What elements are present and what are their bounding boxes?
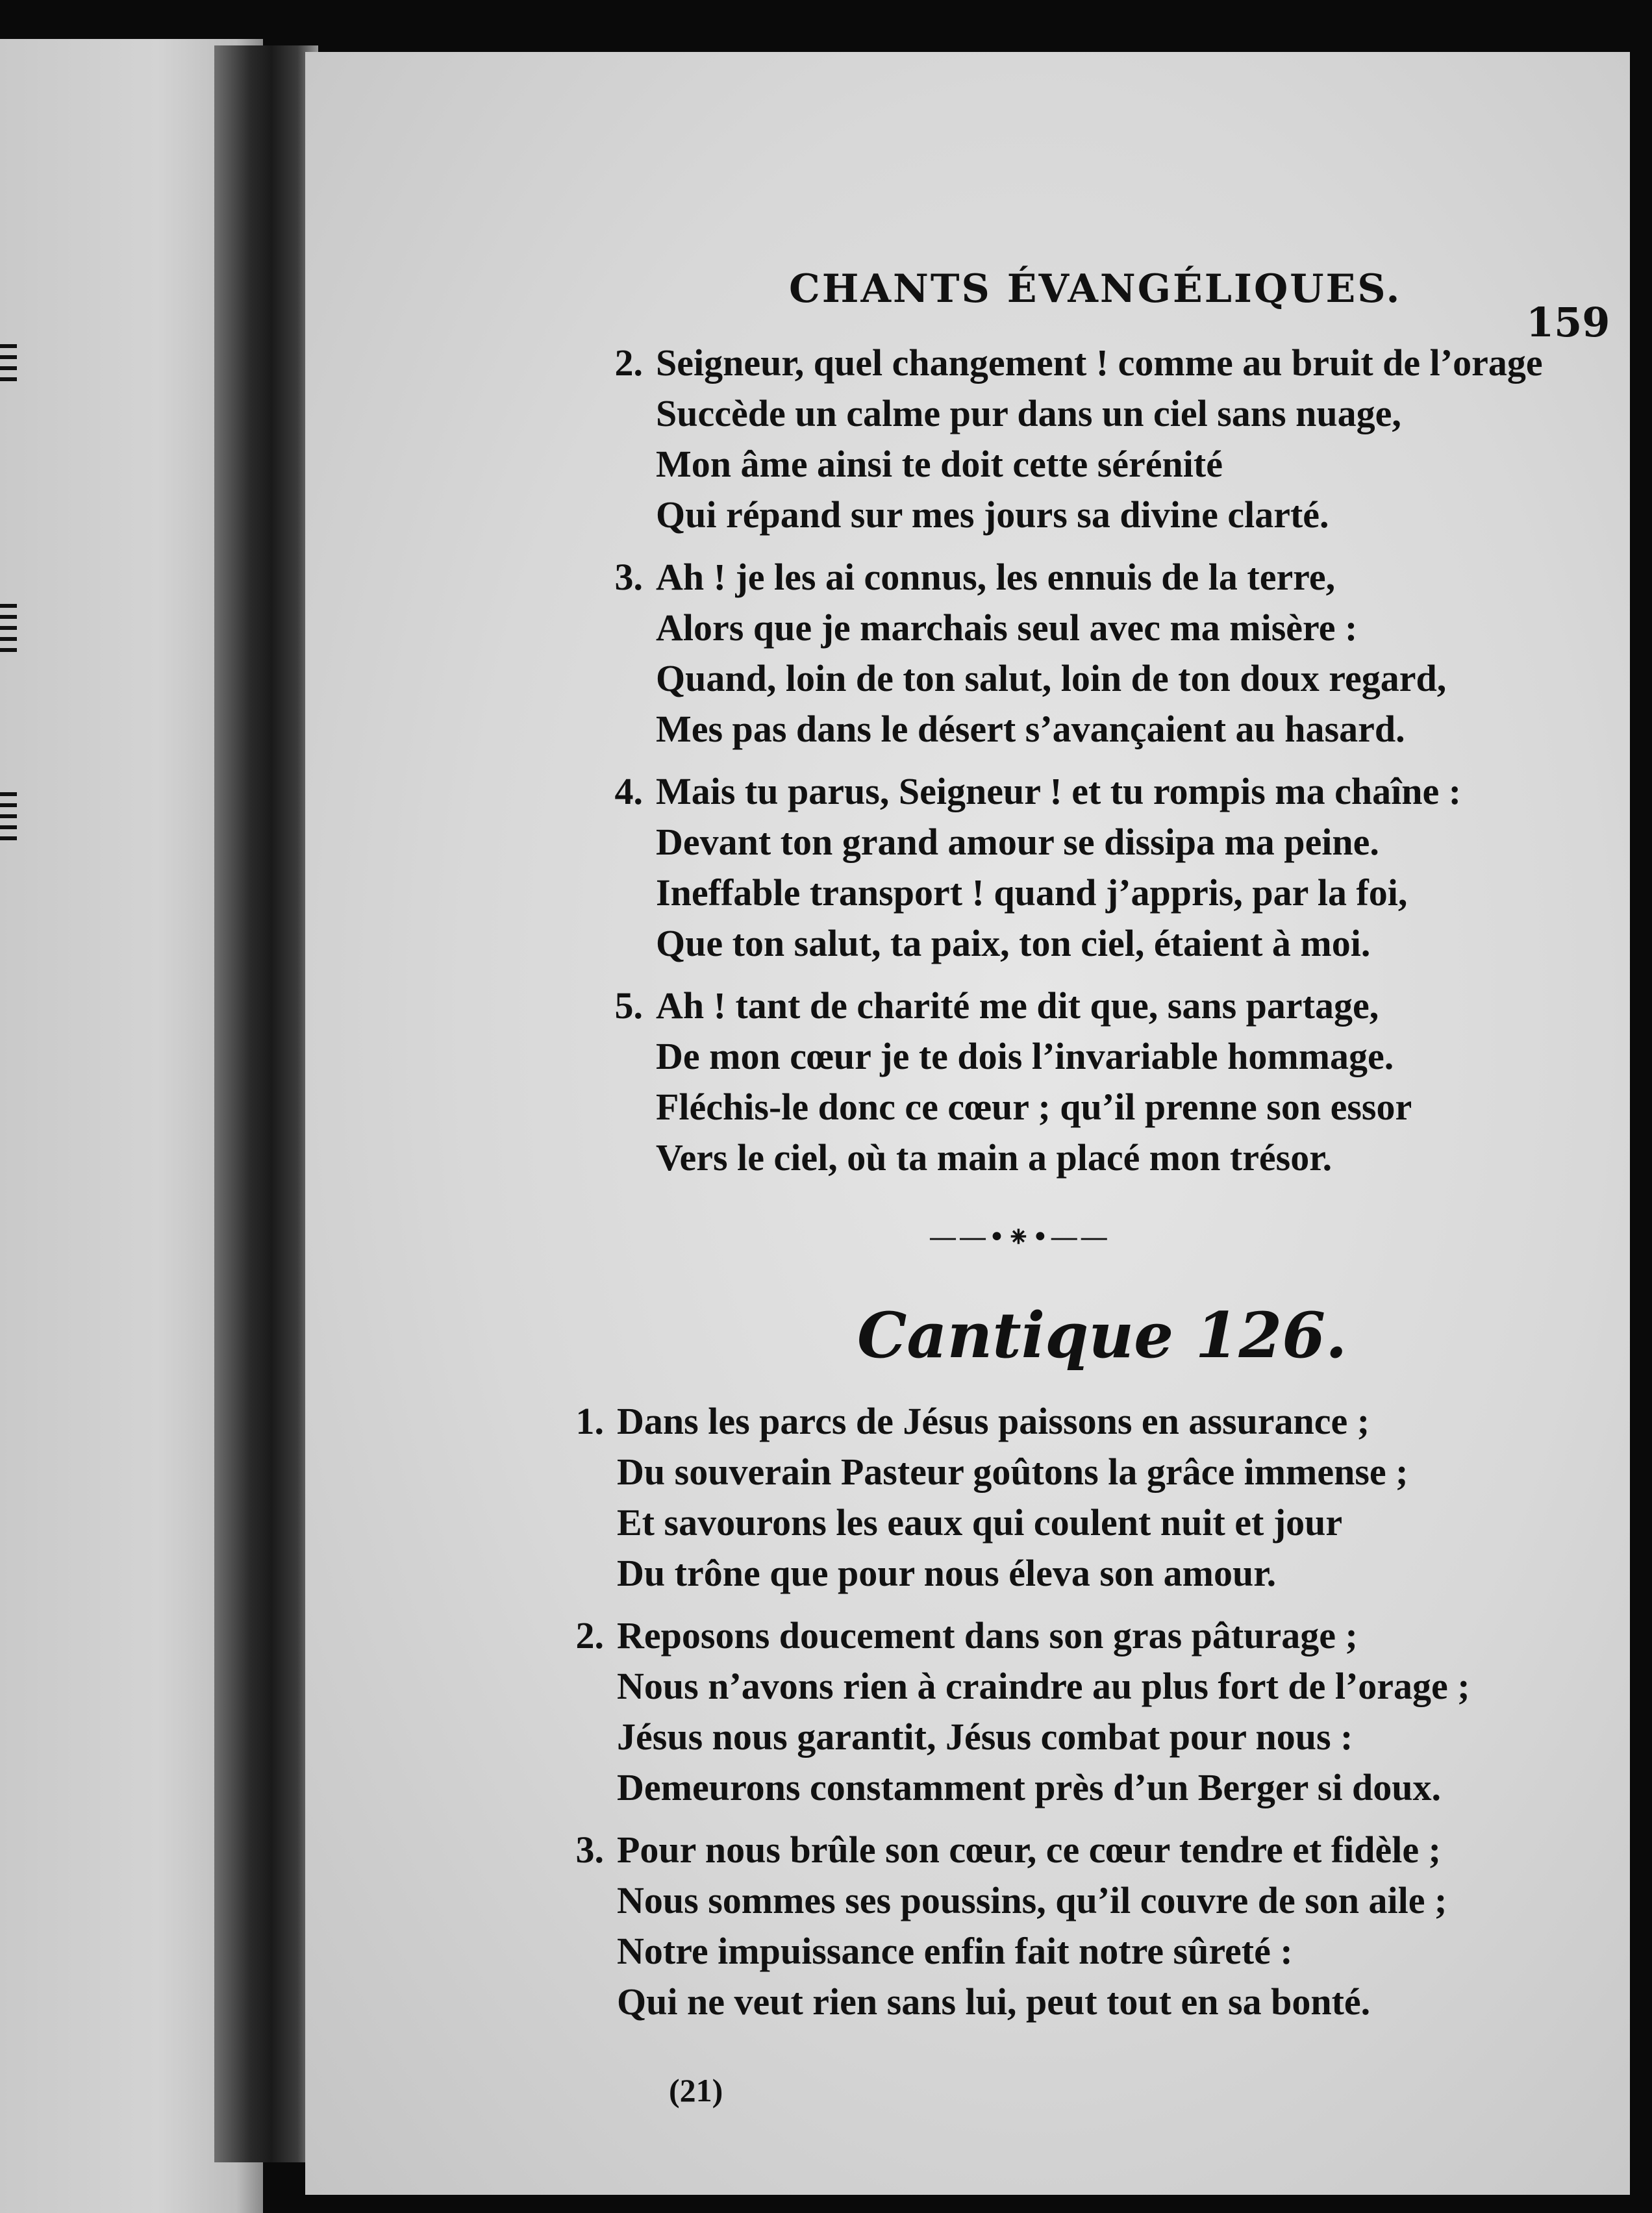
right-page (305, 52, 1630, 2195)
verse-line: Nous n’avons rien à craindre au plus fort de l’orage ; (617, 1665, 1470, 1707)
stanza (614, 981, 1543, 1183)
verse-line: Quand, loin de ton salut, loin de ton doux regard, (656, 657, 1447, 699)
verse-line: Qui ne veut rien sans lui, peut tout en sa bonté. (617, 1981, 1371, 2023)
verse-line: Ah ! tant de charité me dit que, sans partage, (656, 984, 1379, 1027)
cantique-title: Cantique 126. (857, 1299, 1347, 1372)
stanza (575, 1825, 1470, 2027)
verse-line: Mais tu parus, Seigneur ! et tu rompis ma chaîne : (656, 770, 1462, 812)
margin-ticks (0, 604, 17, 659)
stanza (614, 552, 1543, 755)
page-number: 159 (1526, 299, 1610, 346)
stanza (575, 1396, 1470, 1599)
verse-line: De mon cœur je te dois l’invariable hommage. (656, 1035, 1394, 1077)
verse-line: Ah ! je les ai connus, les ennuis de la terre, (656, 556, 1336, 598)
stanza-number: 3. (575, 1829, 604, 1871)
verse-line: Mes pas dans le désert s’avançaient au hasard. (656, 708, 1405, 750)
section-ornament: ——•⁕•—— (929, 1221, 1110, 1254)
verse-line: Fléchis-le donc ce cœur ; qu’il prenne son essor (656, 1086, 1412, 1128)
verse-line: Nous sommes ses poussins, qu’il couvre de son aile ; (617, 1879, 1447, 1921)
stanza-number: 3. (614, 556, 643, 598)
running-title: CHANTS ÉVANGÉLIQUES. (789, 266, 1402, 312)
hymn-continued (614, 338, 1543, 1195)
stanza-number: 5. (614, 984, 643, 1027)
verse-line: Notre impuissance enfin fait notre sûreté : (617, 1930, 1293, 1972)
signature-mark: (21) (669, 2072, 723, 2108)
page-header (305, 234, 1630, 346)
verse-line: Reposons doucement dans son gras pâturage ; (617, 1614, 1358, 1657)
cantique-126 (575, 1396, 1470, 2039)
book-gutter (214, 45, 318, 2162)
verse-line: Du trône que pour nous éleva son amour. (617, 1552, 1277, 1594)
verse-line: Jésus nous garantit, Jésus combat pour nous : (617, 1716, 1353, 1758)
verse-line: Pour nous brûle son cœur, ce cœur tendre et fidèle ; (617, 1829, 1441, 1871)
verse-line: Vers le ciel, où ta main a placé mon trésor. (656, 1136, 1333, 1179)
stanza (614, 766, 1543, 969)
margin-ticks (0, 344, 17, 388)
stanza-number: 2. (614, 342, 643, 384)
verse-line: Mon âme ainsi te doit cette sérénité (656, 443, 1223, 485)
verse-line: Seigneur, quel changement ! comme au bruit de l’orage (656, 342, 1543, 384)
stanza-number: 1. (575, 1400, 604, 1442)
verse-line: Et savourons les eaux qui coulent nuit et jour (617, 1501, 1343, 1544)
stanza-number: 4. (614, 770, 643, 812)
margin-ticks (0, 792, 17, 847)
verse-line: Ineffable transport ! quand j’appris, par la foi, (656, 871, 1408, 914)
stanza (575, 1610, 1470, 1813)
stanza (614, 338, 1543, 540)
verse-line: Alors que je marchais seul avec ma misère : (656, 606, 1358, 649)
verse-line: Devant ton grand amour se dissipa ma peine. (656, 821, 1379, 863)
verse-line: Qui répand sur mes jours sa divine clarté. (656, 494, 1329, 536)
verse-line: Succède un calme pur dans un ciel sans nuage, (656, 392, 1401, 434)
verse-line: Dans les parcs de Jésus paissons en assurance ; (617, 1400, 1370, 1442)
stanza-number: 2. (575, 1614, 604, 1657)
verse-line: Du souverain Pasteur goûtons la grâce immense ; (617, 1451, 1408, 1493)
verse-line: Que ton salut, ta paix, ton ciel, étaient à moi. (656, 922, 1371, 964)
verse-line: Demeurons constamment près d’un Berger si doux. (617, 1766, 1442, 1808)
